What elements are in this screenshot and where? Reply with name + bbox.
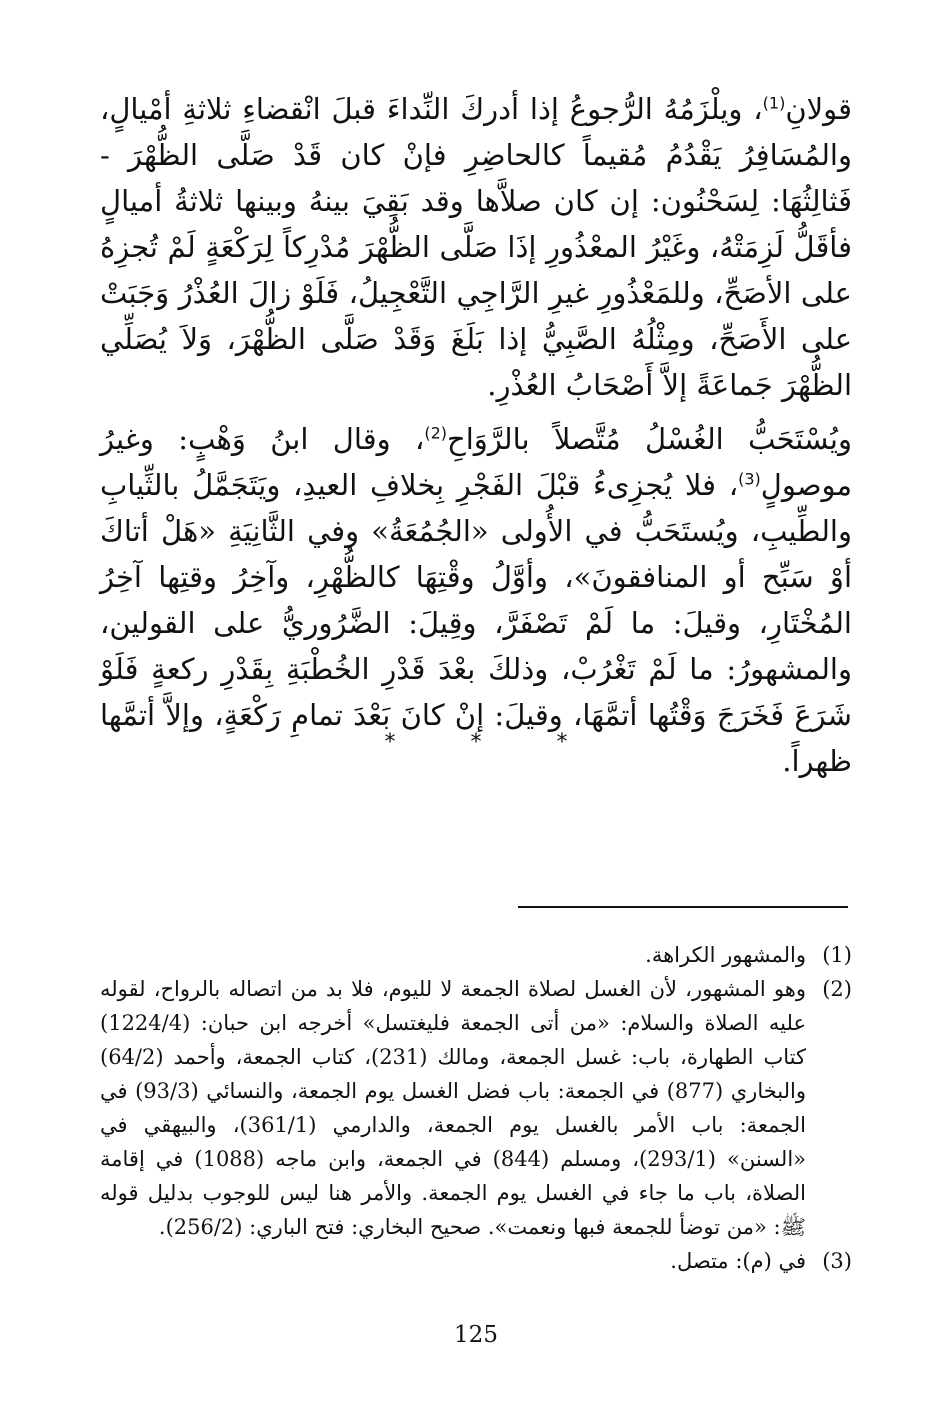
footnote-ref-3: (3) <box>738 469 761 489</box>
paragraph-2 <box>100 416 852 784</box>
footnote-number: (1) <box>822 943 852 967</box>
paragraph-2-start: ويُسْتَحَبُّ الغُسْلُ مُتَّصلاً بالرَّوَاحِ <box>447 422 852 456</box>
footnote-number: (3) <box>822 1249 852 1273</box>
main-text <box>100 86 852 784</box>
footnote-text: في (م): متصل. <box>670 1249 806 1273</box>
paragraph-1 <box>100 86 852 408</box>
footnote-ref-2: (2) <box>424 423 447 443</box>
footnote-1 <box>100 938 852 972</box>
footnote-divider <box>518 906 848 908</box>
footnote-ref-1: (1) <box>762 93 786 113</box>
section-separator: * * * <box>384 730 602 755</box>
paragraph-2-rest: ، فلا يُجزِىءُ قبْلَ الفَجْرِ بِخلافِ العيدِ، ويَتَجَمَّلُ بالثِّيابِ والطِّيبِ، ويُستَحَبُّ في الأُولى «الجُمُعَةُ» وفي الثَّانِيَةِ «هَلْ أتاكَ أوْ سَبِّح أو المنافقونَ»، وأوَّلُ وقْتِهَا كالظُّهْرِ، وآخِرُ وقتِها آخِرُ المُخْتَارِ، وقيلَ: ما لَمْ تَصْفَرَّ، وقِيلَ: الضَّرُوريُّ على القولين، والمشهورُ: ما لَمْ تَغْرُبْ، وذلكَ بعْدَ قَدْرِ الخُطْبَةِ بِقَدْرِ ركعةٍ فَلَوْ شَرَعَ فَخَرَجَ وَقْتُها أتمَّهَا، وقيلَ: إنْ كانَ بَعْدَ تمامِ رَكْعَةٍ، وإلاَّ أتمَّها ظهراً. <box>100 468 852 778</box>
footnotes <box>100 938 852 1278</box>
page-number: 125 <box>454 1322 498 1348</box>
footnote-2 <box>100 972 852 1244</box>
footnote-number: (2) <box>822 977 852 1001</box>
paragraph-1-start: قولانِ <box>785 92 852 126</box>
footnote-3 <box>100 1244 852 1278</box>
footnote-text: والمشهور الكراهة. <box>645 943 806 967</box>
paragraph-2-middle: ، وقال ابنُ وَهْبٍ: وغيرُ موصولٍ <box>100 422 852 502</box>
paragraph-1-rest: ، ويلْزَمُهُ الرُّجوعُ إذا أدركَ النِّداءَ قبلَ انْقضاءِ ثلاثةِ أمْيالٍ، والمُسَافِرُ يَقْدُمُ مُقيماً كالحاضِرِ فإنْ كان قَدْ صَلَّى الظُّهْرَ - فَثالِثُهَا: لِسَحْنُون: إن كان صلاَّها وقد بَقِيَ بينهُ وبينها ثلاثةُ أميالٍ فأقَلُّ لَزِمَتْهُ، وغَيْرُ المعْذُورِ إذَا صَلَّى الظُّهْرَ مُدْرِكاً لِرَكْعَةٍ لَمْ تُجزِهُ على الأصَحِّ، وللمَعْذُورِ غيرِ الرَّاجِي التَّعْجِيلُ، فَلَوْ زالَ العُذْرُ وَجَبَتْ على الأَصَحِّ، ومِثْلُهُ الصَّبِيُّ إذا بَلَغَ وَقَدْ صَلَّى الظُّهْرَ، وَلاَ يُصَلِّي الظُّهْرَ جَماعَةً إلاَّ أَصْحَابُ العُذْرِ. <box>100 92 852 402</box>
footnote-text: وهو المشهور، لأن الغسل لصلاة الجمعة لا لليوم، فلا بد من اتصاله بالرواح، لقوله عليه الصلاة والسلام: «من أتى الجمعة فليغتسل» أخرجه ابن حبان: (1224/4) كتاب الطهارة، باب: غسل الجمعة، ومالك (231)، كتاب الجمعة، وأحمد (64/2) والبخاري (877) في الجمعة: باب فضل الغسل يوم الجمعة، والنسائي (93/3) في الجمعة: باب الأمر بالغسل يوم الجمعة، والدارمي (361/1)، والبيهقي في «السنن» (293/1)، ومسلم (844) في الجمعة، وابن ماجه (1088) في إقامة الصلاة، باب ما جاء في الغسل يوم الجمعة. والأمر هنا ليس للوجوب بدليل قوله ﷺ: «من توضأ للجمعة فبها ونعمت». صحيح البخاري: فتح الباري: (256/2). <box>100 977 807 1239</box>
